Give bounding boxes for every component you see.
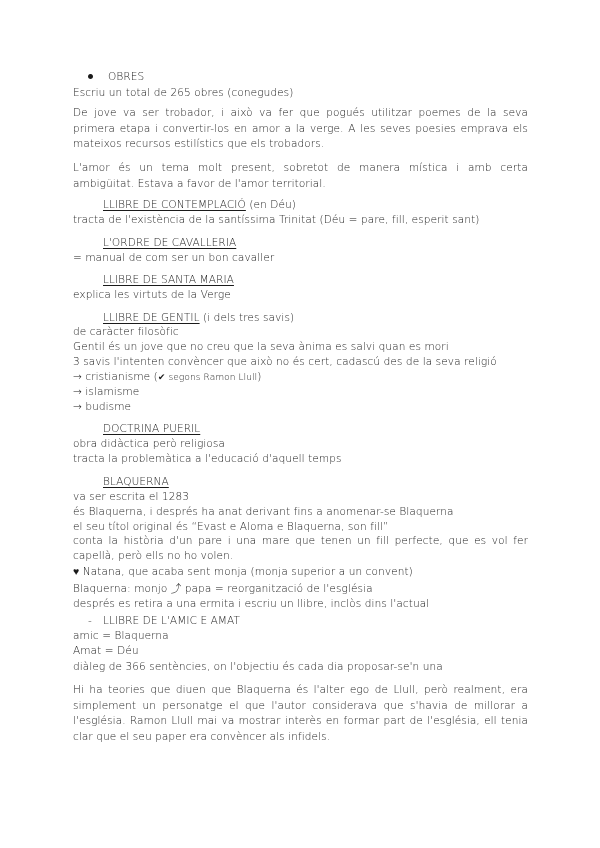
heading-doctrina-pueril: DOCTRINA PUERIL [103,423,201,435]
dash-icon: - [88,615,92,627]
gentil-line-3: 3 savis l'intenten convèncer que això no és cert, cadascú des de la seva religió [73,356,497,368]
gentil-line-4a: → cristianisme ( [73,371,158,383]
blaquerna-line-5: ♥ Natana, que acaba sent monja (monja superior a un convent) [73,566,413,578]
gentil-line-5: → islamisme [73,386,140,398]
paragraph-amor: L'amor és un tema molt present, sobretot de manera mística i amb certa ambigüitat. Estava a favor de l'amor territorial. [73,162,528,190]
cavalleria-desc: = manual de com ser un bon cavaller [73,252,275,264]
contemplacio-desc: tracta de l'existència de la santíssima Trinitat (Déu = pare, fill, esperit sant) [73,214,480,226]
gentil-title: LLIBRE DE GENTIL [103,312,200,324]
blaquerna-line-4: conta la història d'un pare i una mare que tenen un fill perfecte, que es vol fer capellà, però ells no ho volen. [73,535,528,562]
gentil-line-6: → budisme [73,401,132,413]
pueril-line-1: obra didàctica però religiosa [73,438,226,450]
heading-blaquerna: BLAQUERNA [103,476,169,488]
blaquerna-line-1: va ser escrita el 1283 [73,491,190,503]
gentil-line-1: de caràcter filosòfic [73,326,179,338]
gentil-line-4c: ) [257,371,262,383]
gentil-line-4 [73,370,261,385]
heading-gentil [103,311,294,325]
santa-maria-desc: explica les virtuts de la Verge [73,289,231,301]
total-line: Escriu un total de 265 obres (conegudes) [73,87,294,99]
pueril-line-2: tracta la problemàtica a l'educació d'aquell temps [73,453,342,465]
gentil-suffix: (i dels tres savis) [199,312,295,324]
blaquerna-line-3: el seu títol original és “Evast e Aloma e Blaquerna, son fill” [73,521,389,533]
obres-heading: OBRES [108,71,145,83]
heading-cavalleria: L'ORDRE DE CAVALLERIA [103,237,237,249]
heading-santa-maria: LLIBRE DE SANTA MARIA [103,274,234,286]
paragraph-final: Hi ha teories que diuen que Blaquerna és l'alter ego de Llull, però realment, era simplement un personatge el que l'autor considerava que s'havia de millorar a l'església. Ramon Llull mai va mostrar interès en formar part de l'església, ell tenia clar que el seu paper era convèncer als infidels. [73,684,528,743]
amic-line-1: amic = Blaquerna [73,630,169,642]
blaquerna-line-6: Blaquerna: monjo ⤴ papa = reorganització de l'església [73,583,373,595]
amic-line-3: diàleg de 366 sentències, on l'objectiu és cada dia proposar-se'n una [73,661,443,673]
bullet-icon [88,74,93,79]
blaquerna-line-2: és Blaquerna, i després ha anat derivant fins a anomenar-se Blaquerna [73,506,454,518]
gentil-line-2: Gentil és un jove que no creu que la seva ànima es salvi quan es mori [73,341,449,353]
amic-line-2: Amat = Déu [73,645,139,657]
gentil-line-4b: ✔ segons Ramon Llull [157,373,258,383]
blaquerna-line-7: després es retira a una ermita i escriu un llibre, inclòs dins l'actual [73,598,430,610]
heading-contemplacio [103,198,296,212]
heading-amic-amat: LLIBRE DE L'AMIC E AMAT [103,615,241,627]
contemplacio-suffix: (en Déu) [245,199,296,211]
paragraph-jove: De jove va ser trobador, i això va fer que pogués utilitzar poemes de la seva primera etapa i convertir-los en amor a la verge. A les seves poesies emprava els mateixos recursos estilístics que els trobadors. [73,107,528,150]
contemplacio-title: LLIBRE DE CONTEMPLACIÓ [103,199,246,211]
